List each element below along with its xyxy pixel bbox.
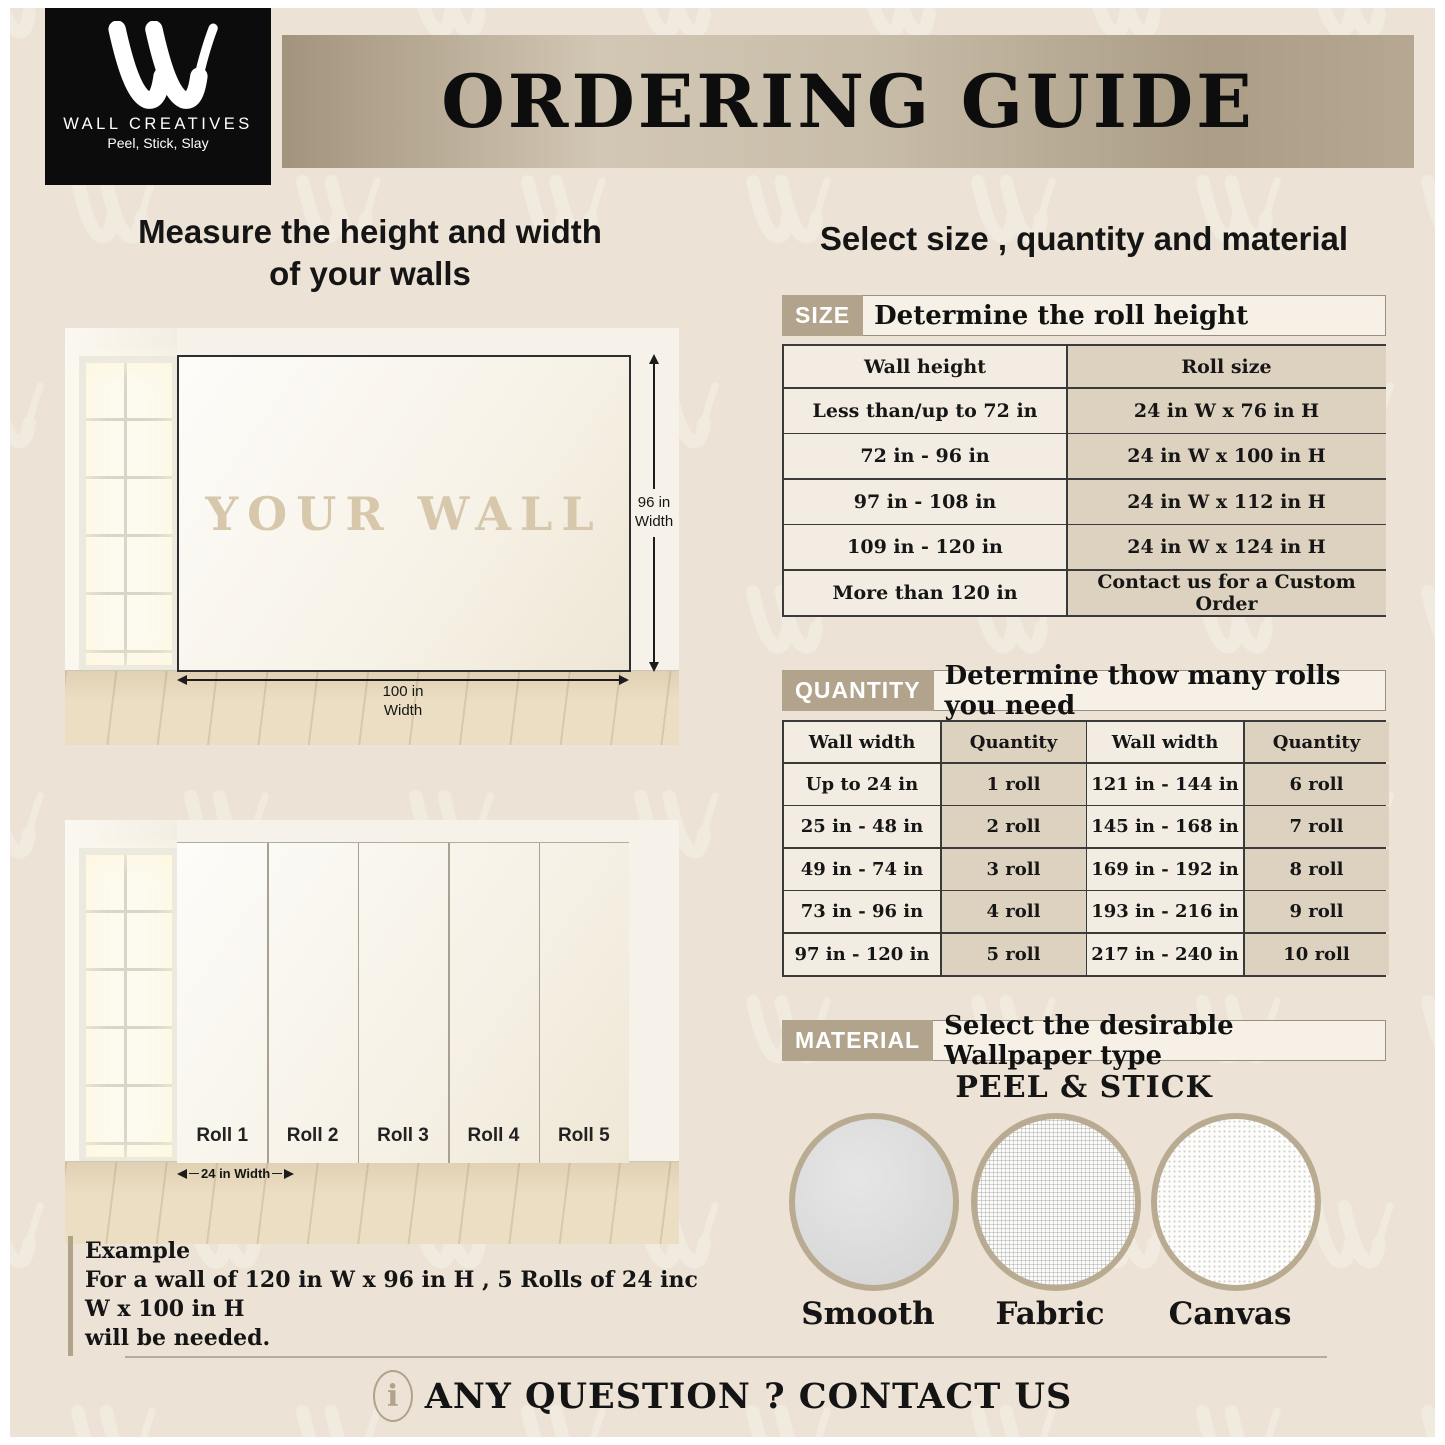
height-dimension-arrow: [622, 354, 679, 672]
poster-background: [10, 8, 1435, 1437]
height-dimension-label: [635, 489, 673, 537]
roll-panels-wall: [177, 842, 629, 1163]
quantity-cell: 3 roll: [942, 849, 1086, 890]
size-cell: 109 in - 120 in: [784, 525, 1066, 569]
material-label-canvas: Canvas: [1168, 1296, 1292, 1332]
quantity-col-header: Wall width: [1087, 722, 1243, 762]
roll-width-label: 24 in Width: [201, 1166, 271, 1181]
window: [79, 356, 179, 672]
size-section-title: Determine the roll height: [874, 300, 1249, 331]
roll-divider-line: [358, 843, 360, 1163]
brand-logo-box: [45, 8, 271, 185]
dimension-line: [653, 537, 655, 662]
size-cell: 97 in - 108 in: [784, 480, 1066, 524]
info-icon: i: [373, 1370, 413, 1422]
quantity-section-bar: [782, 660, 1386, 721]
example-note: [68, 1236, 710, 1356]
room-photo-your-wall: [65, 328, 679, 745]
quantity-cell: 73 in - 96 in: [784, 891, 940, 932]
size-cell: Contact us for a Custom Order: [1068, 571, 1386, 615]
measure-heading-line2: of your walls: [269, 255, 471, 293]
dimension-line: [189, 1173, 199, 1175]
material-swatch-canvas: [1151, 1113, 1321, 1291]
size-section-label: SIZE: [782, 295, 863, 336]
side-wall: [65, 820, 177, 1172]
quantity-cell: 10 roll: [1245, 934, 1389, 975]
size-cell: 24 in W x 100 in H: [1068, 434, 1386, 478]
material-swatch-fabric: [971, 1113, 1141, 1291]
w-logo-icon: [92, 21, 224, 113]
roll-labels-row: [177, 1125, 629, 1147]
dimension-line: [187, 679, 619, 681]
size-cell: 24 in W x 76 in H: [1068, 389, 1386, 433]
width-unit: Width: [383, 701, 423, 719]
size-cell: Less than/up to 72 in: [784, 389, 1066, 433]
quantity-cell: 97 in - 120 in: [784, 934, 940, 975]
quantity-cell: 49 in - 74 in: [784, 849, 940, 890]
example-line2: will be needed.: [85, 1325, 271, 1352]
quantity-col-header: Wall width: [784, 722, 940, 762]
roll-divider-line: [267, 843, 269, 1163]
size-section-bar: [782, 295, 1386, 336]
roll-label-1: Roll 1: [196, 1125, 249, 1146]
footer-contact-row: [10, 1370, 1435, 1422]
quantity-cell: 4 roll: [942, 891, 1086, 932]
quantity-cell: 7 roll: [1245, 806, 1389, 847]
size-cell: 24 in W x 112 in H: [1068, 480, 1386, 524]
quantity-cell: 2 roll: [942, 806, 1086, 847]
footer-contact-text: ANY QUESTION ? CONTACT US: [424, 1375, 1073, 1417]
roll-divider-line: [539, 843, 541, 1163]
quantity-cell: 121 in - 144 in: [1087, 764, 1243, 805]
quantity-section-label: QUANTITY: [782, 670, 934, 711]
size-col-header: Roll size: [1068, 346, 1386, 387]
roll-label-4: Roll 4: [467, 1125, 520, 1146]
your-wall-text: YOUR WALL: [205, 486, 603, 541]
quantity-cell: 193 in - 216 in: [1087, 891, 1243, 932]
material-label-smooth: Smooth: [801, 1296, 935, 1332]
quantity-cell: 9 roll: [1245, 891, 1389, 932]
quantity-cell: 8 roll: [1245, 849, 1389, 890]
arrow-up-icon: [649, 354, 659, 364]
material-section-title: Select the desirable Wallpaper type: [944, 1010, 1234, 1071]
width-dimension-label: [177, 683, 629, 721]
room-photo-rolls: [65, 820, 679, 1244]
width-value: 100 in: [382, 683, 424, 700]
quantity-cell: 1 roll: [942, 764, 1086, 805]
dimension-line: [653, 364, 655, 489]
quantity-col-header: Quantity: [1245, 722, 1389, 762]
example-line1: For a wall of 120 in W x 96 in H , 5 Rolls of 24 inc W x 100 in H: [85, 1267, 698, 1323]
size-cell: More than 120 in: [784, 571, 1066, 615]
footer-divider: [125, 1356, 1327, 1358]
measure-heading-line1: Measure the height and width: [138, 213, 602, 250]
page-title: ORDERING GUIDE: [441, 58, 1255, 145]
size-cell: 72 in - 96 in: [784, 434, 1066, 478]
quantity-cell: 217 in - 240 in: [1087, 934, 1243, 975]
quantity-cell: 6 roll: [1245, 764, 1389, 805]
quantity-table: [782, 720, 1386, 977]
material-section-label: MATERIAL: [782, 1020, 933, 1061]
dimension-line: [272, 1173, 282, 1175]
height-unit: Width: [634, 513, 674, 530]
peel-and-stick-subtitle: PEEL & STICK: [955, 1070, 1213, 1105]
height-value: 96 in: [637, 494, 671, 512]
example-title: Example: [85, 1238, 191, 1264]
brand-tagline: Peel, Stick, Slay: [107, 135, 209, 151]
arrow-down-icon: [649, 662, 659, 672]
roll-label-2: Roll 2: [286, 1125, 339, 1146]
measured-wall-outline: [177, 355, 631, 672]
roll-label-5: Roll 5: [557, 1125, 610, 1146]
side-wall: [65, 328, 177, 673]
roll-divider-line: [448, 843, 450, 1163]
material-swatch-smooth: [789, 1113, 959, 1291]
brand-name: WALL CREATIVES: [63, 115, 253, 133]
quantity-section-title: Determine thow many rolls you need: [944, 660, 1341, 721]
quantity-cell: 5 roll: [942, 934, 1086, 975]
size-col-header: Wall height: [784, 346, 1066, 387]
wood-floor: [65, 1161, 679, 1244]
size-cell: 24 in W x 124 in H: [1068, 525, 1386, 569]
size-table: [782, 344, 1386, 617]
quantity-cell: 25 in - 48 in: [784, 806, 940, 847]
roll-width-dimension: [177, 1166, 309, 1181]
measure-heading: [60, 211, 680, 295]
title-banner: [282, 35, 1414, 168]
quantity-cell: Up to 24 in: [784, 764, 940, 805]
quantity-cell: 145 in - 168 in: [1087, 806, 1243, 847]
arrow-left-icon: [177, 1169, 187, 1179]
arrow-right-icon: [284, 1169, 294, 1179]
select-heading: Select size , quantity and material: [819, 220, 1349, 257]
material-section-bar: [782, 1010, 1386, 1071]
roll-label-3: Roll 3: [377, 1125, 429, 1146]
quantity-col-header: Quantity: [942, 722, 1086, 762]
material-label-fabric: Fabric: [995, 1296, 1105, 1332]
window: [79, 848, 179, 1164]
quantity-cell: 169 in - 192 in: [1087, 849, 1243, 890]
